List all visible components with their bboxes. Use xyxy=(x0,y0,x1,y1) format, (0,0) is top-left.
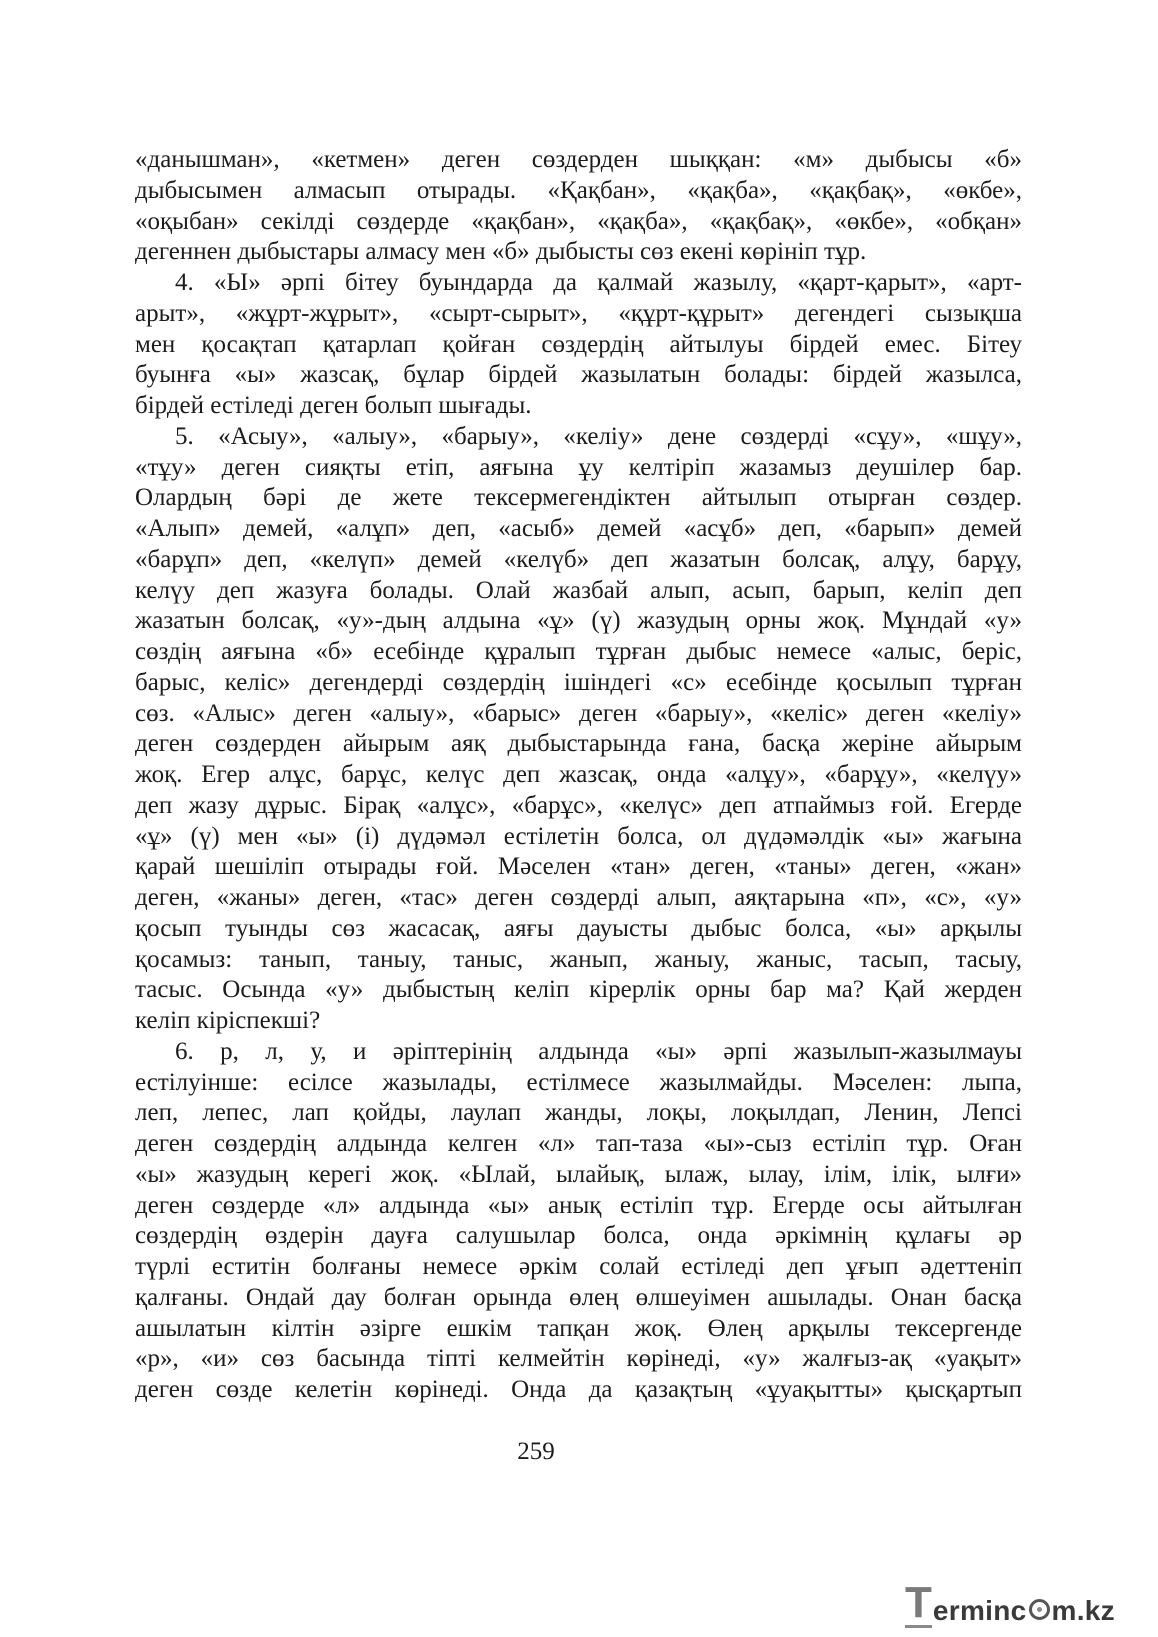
text-line: жоқ. Егер алұс, барұс, келүс деп жазсақ, онда «алұу», «барұу», «келүу» xyxy=(135,761,1022,788)
text-line: ашылатын кілтін әзірге ешкім тапқан жоқ. Өлең арқылы тексергенде xyxy=(135,1314,1022,1342)
text-line: тасыс. Осында «у» дыбыстың келіп кірерлік орны бар ма? Қай жерден xyxy=(135,976,1022,1004)
text-line: қосамыз: танып, таныу, таныс, жанып, жаныу, жаныс, тасып, тасыу, xyxy=(135,945,1022,973)
paragraph xyxy=(135,422,1022,1037)
text-line: түрлі еститін болғаны немесе әркім солай естіледі деп ұғып әдеттеніп xyxy=(135,1253,1022,1280)
text-line: дыбысымен алмасып отырады. «Қақбан», «қақба», «қақбақ», «өкбе», xyxy=(135,176,1022,204)
text-line: 4. «Ы» әрпі бітеу буындарда да қалмай жазылу, «қарт-қарыт», «арт- xyxy=(175,269,1022,296)
text-line: деген сөздерде «л» алдында «ы» анық естіліп тұр. Егерде осы айтылған xyxy=(135,1191,1022,1219)
text-line: сөздің аяғына «б» есебінде құралып тұрған дыбыс немесе «алыс, беріс, xyxy=(135,638,1022,665)
text-line: «тұу» деген сияқты етіп, аяғына ұу келтіріп жазамыз деушілер бар. xyxy=(135,453,1022,481)
text-line: бірдей естіледі деген болып шығады. xyxy=(135,392,532,419)
text-line: деп жазу дұрыс. Бірақ «алұс», «барұс», «келүс» деп атпаймыз ғой. Егерде xyxy=(135,791,1022,819)
text-line: «ұ» (ү) мен «ы» (і) дүдәмәл естілетін болса, ол дүдәмәлдік «ы» жағына xyxy=(135,822,1022,850)
paragraph xyxy=(135,1037,1022,1406)
text-line: деген сөздерден айырым аяқ дыбыстарында ғана, басқа жеріне айырым xyxy=(135,730,1022,758)
text-line: барыс, келіс» дегендерді сөздердің ішіндегі «с» есебінде қосылып тұрған xyxy=(135,668,1022,696)
text-line: деген сөздердің алдында келген «л» тап-таза «ы»-сыз естіліп тұр. Оған xyxy=(135,1130,1022,1157)
text-line: деген, «жаны» деген, «тас» деген сөздерді алып, аяқтарына «п», «с», «у» xyxy=(135,884,1022,911)
text-line: арыт», «жұрт-жұрыт», «сырт-сырыт», «құрт-құрыт» дегендегі сызықша xyxy=(135,299,1022,327)
text-line: қосып туынды сөз жасасақ, аяғы дауысты дыбыс болса, «ы» арқылы xyxy=(135,914,1022,942)
logo-text: erminc xyxy=(932,1595,1027,1626)
text-line: «ы» жазудың керегі жоқ. «Ылай, ылайық, ылаж, ылау, ілім, ілік, ылғи» xyxy=(135,1160,1022,1188)
watermark-logo xyxy=(905,1578,1115,1628)
text-line: «р», «и» сөз басында тіпті келмейтін көрінеді, «у» жалғыз-ақ «уақыт» xyxy=(135,1345,1022,1373)
text-line: «оқыбан» секілді сөздерде «қақбан», «қақба», «қақбақ», «өкбе», «обқан» xyxy=(135,207,1022,235)
text-line: сөздердің өздерін дауға салушылар болса, онда әркімнің құлағы әр xyxy=(135,1222,1022,1250)
text-line: келүу деп жазуға болады. Олай жазбай алып, асып, барып, келіп деп xyxy=(135,576,1022,604)
text-line: келіп кіріспекші? xyxy=(135,1007,321,1034)
logo-domain: m.kz xyxy=(1051,1595,1115,1626)
text-line: естілуінше: есілсе жазылады, естілмесе жазылмайды. Мәселен: лыпа, xyxy=(135,1068,1022,1096)
ring-icon xyxy=(1029,1599,1050,1620)
text-line: деген сөзде келетін көрінеді. Онда да қазақтың «ұуақытты» қысқартып xyxy=(135,1376,1022,1403)
text-line: сөз. «Алыс» деген «алыу», «барыс» деген «барыу», «келіс» деген «келіу» xyxy=(135,699,1022,727)
text-line: қарай шешіліп отырады ғой. Мәселен «тан» деген, «таны» деген, «жан» xyxy=(135,853,1022,881)
text-line: «барұп» деп, «келүп» демей «келүб» деп жазатын болсақ, алұу, барұу, xyxy=(135,545,1022,573)
logo-initial: T xyxy=(905,1578,932,1627)
text-line: жазатын болсақ, «у»-дың алдына «ұ» (ү) жазудың орны жоқ. Мұндай «у» xyxy=(135,607,1022,635)
text-line: леп, лепес, лап қойды, лаулап жанды, лоқы, лоқылдап, Ленин, Лепсі xyxy=(135,1099,1022,1127)
body-text xyxy=(135,145,1022,1406)
text-line: Олардың бәрі де жете тексермегендіктен айтылып отырған сөздер. xyxy=(135,484,1022,512)
text-line: 6. р, л, у, и әріптерінің алдында «ы» әрпі жазылып-жазылмауы xyxy=(175,1037,1022,1065)
paragraph xyxy=(135,268,1022,422)
page-number: 259 xyxy=(517,1438,555,1465)
text-line: дегеннен дыбыстары алмасу мен «б» дыбысты сөз екені көрініп тұр. xyxy=(135,238,867,266)
text-line: «данышман», «кетмен» деген сөздерден шыққан: «м» дыбысы «б» xyxy=(135,146,1022,173)
text-line: мен қосақтап қатарлап қойған сөздердің айтылуы бірдей емес. Бітеу xyxy=(135,330,1022,358)
text-line: қалғаны. Ондай дау болған орында өлең өлшеуімен ашылады. Онан басқа xyxy=(135,1283,1022,1311)
text-line: 5. «Асыу», «алыу», «барыу», «келіу» дене сөздерді «сұу», «шұу», xyxy=(175,422,1022,450)
text-line: буынға «ы» жазсақ, бұлар бірдей жазылатын болады: бірдей жазылса, xyxy=(135,361,1022,389)
text-line: «Алып» демей, «алұп» деп, «асыб» демей «асұб» деп, «барып» демей xyxy=(135,515,1022,542)
paragraph xyxy=(135,145,1022,268)
